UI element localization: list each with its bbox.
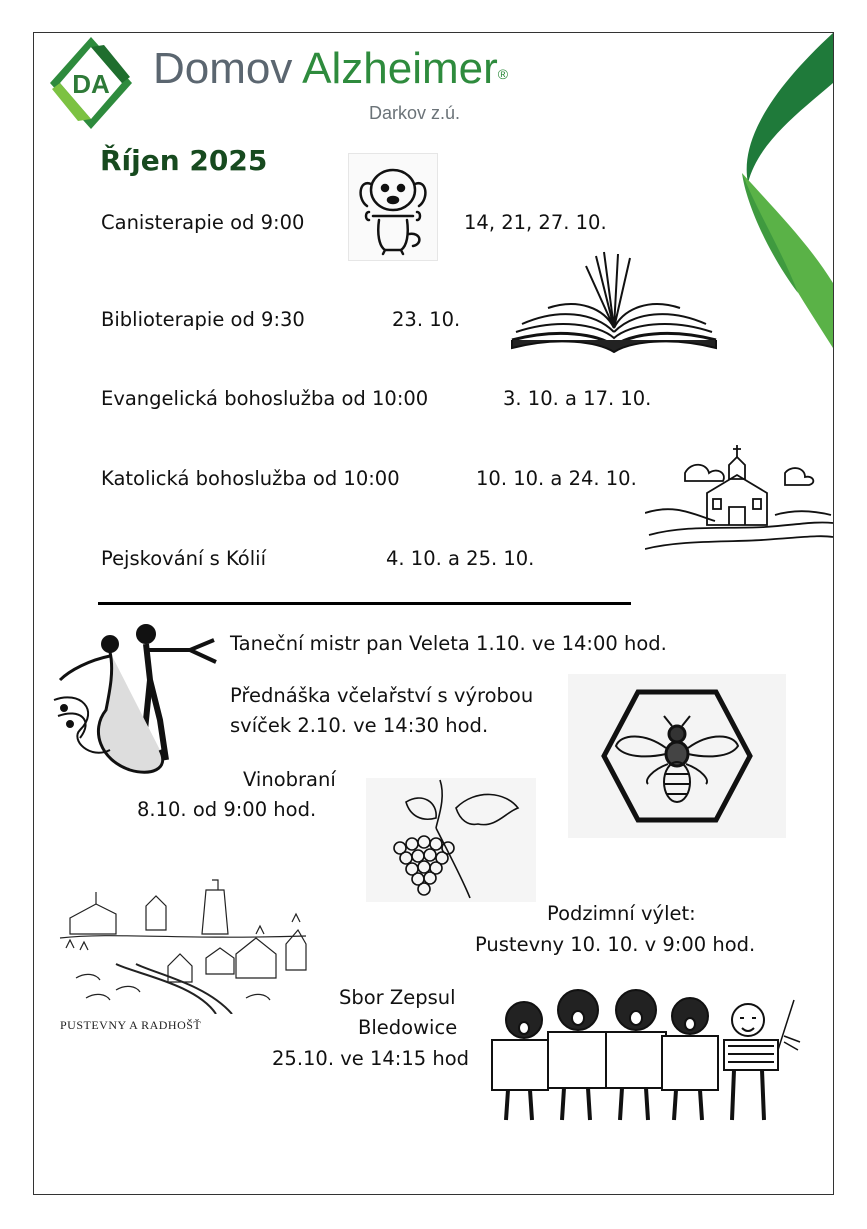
schedule-dates-pejskovani: 4. 10. a 25. 10. xyxy=(386,547,535,570)
event-dance: Taneční mistr pan Veleta 1.10. ve 14:00 hod. xyxy=(230,632,667,655)
event-wine-line2: 8.10. od 9:00 hod. xyxy=(137,798,317,821)
dancers-illustration xyxy=(50,620,220,778)
grapes-illustration xyxy=(366,778,536,902)
org-subtitle: Darkov z.ú. xyxy=(369,103,461,123)
event-choir-line2: Bledowice xyxy=(358,1016,458,1039)
choir-conductor xyxy=(724,1000,800,1120)
event-trip-line2: Pustevny 10. 10. v 9:00 hod. xyxy=(475,933,756,956)
schedule-dates-canisterapie: 14, 21, 27. 10. xyxy=(464,211,607,234)
schedule-activity-pejskovani: Pejskování s Kólií xyxy=(101,547,266,570)
schedule-activity-evangelical: Evangelická bohoslužba od 10:00 xyxy=(101,387,429,410)
schedule-activity-canisterapie: Canisterapie od 9:00 xyxy=(101,211,305,234)
event-bees-line1: Přednáška včelařství s výrobou xyxy=(230,684,534,707)
pustevny-caption: PUSTEVNY A RADHOŠŤ xyxy=(60,1018,202,1032)
event-choir-line1: Sbor Zepsul xyxy=(339,986,456,1009)
org-name-part1: Domov xyxy=(153,44,303,93)
green-ribbon-decoration xyxy=(738,33,833,353)
choir-singer-3 xyxy=(606,990,666,1120)
church-illustration xyxy=(645,443,833,559)
schedule-dates-catholic: 10. 10. a 24. 10. xyxy=(476,467,637,490)
org-name xyxy=(153,44,508,94)
choir-singer-4 xyxy=(662,998,718,1120)
month-title: Říjen 2025 xyxy=(100,144,268,177)
schedule-dates-biblioterapie: 23. 10. xyxy=(392,308,461,331)
logo xyxy=(48,35,134,131)
logo-letters: DA xyxy=(72,69,110,99)
schedule-activity-catholic: Katolická bohoslužba od 10:00 xyxy=(101,467,400,490)
choir-singer-2 xyxy=(548,990,608,1120)
event-wine-line1: Vinobraní xyxy=(243,768,336,791)
event-choir-line3: 25.10. ve 14:15 hod xyxy=(272,1047,470,1070)
registered-mark: ® xyxy=(497,66,509,82)
section-divider xyxy=(98,602,631,605)
choir-illustration xyxy=(478,980,808,1126)
bee-illustration xyxy=(568,674,786,838)
schedule-dates-evangelical: 3. 10. a 17. 10. xyxy=(503,387,652,410)
schedule-activity-biblioterapie: Biblioterapie od 9:30 xyxy=(101,308,305,331)
pustevny-illustration xyxy=(56,874,310,1036)
org-name-part2: Alzheimer xyxy=(302,44,498,93)
event-trip-line1: Podzimní výlet: xyxy=(547,902,696,925)
event-bees-line2: svíček 2.10. ve 14:30 hod. xyxy=(230,714,489,737)
book-illustration xyxy=(508,248,720,356)
choir-singer-1 xyxy=(492,1002,548,1120)
dog-illustration xyxy=(348,153,438,261)
